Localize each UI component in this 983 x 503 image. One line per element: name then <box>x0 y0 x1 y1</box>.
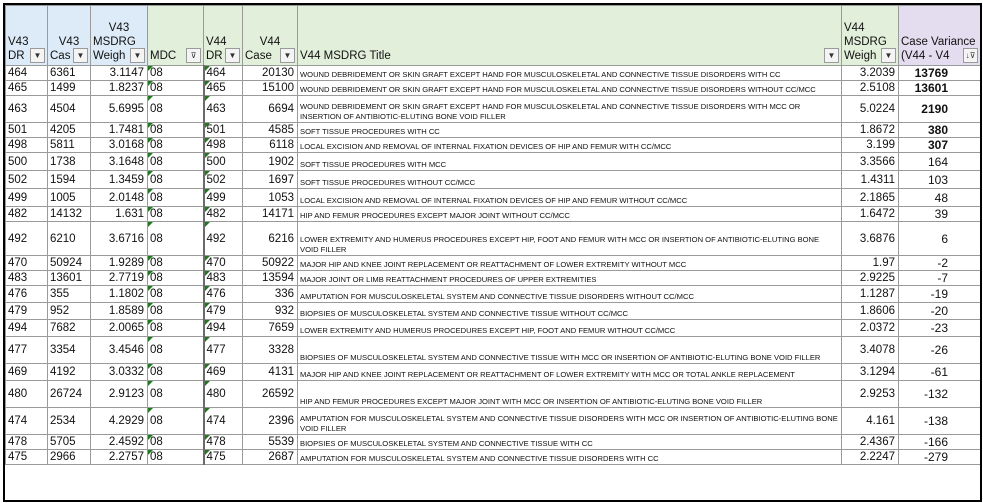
cell-v43-drg[interactable]: 475 <box>6 450 48 465</box>
cell-v43-cases[interactable]: 1499 <box>48 81 91 96</box>
table-row[interactable] <box>6 123 981 138</box>
cell-v43-weight[interactable]: 1.1802 <box>91 286 148 303</box>
cell-v43-cases[interactable]: 13601 <box>48 271 91 286</box>
cell-v44-title[interactable]: SOFT TISSUE PROCEDURES WITH CC <box>298 123 842 138</box>
table-row[interactable] <box>6 286 981 303</box>
cell-v43-drg[interactable]: 492 <box>6 222 48 256</box>
cell-v43-cases[interactable]: 1005 <box>48 189 91 207</box>
header-v43-drg: V43 DR ▼ <box>6 6 48 66</box>
cell-v44-cases[interactable]: 2396 <box>243 408 298 435</box>
table-row[interactable] <box>6 207 981 222</box>
cell-case-variance[interactable]: 13769 <box>899 66 981 81</box>
cell-v44-cases[interactable]: 6216 <box>243 222 298 256</box>
cell-v43-drg[interactable]: 474 <box>6 408 48 435</box>
table-row[interactable] <box>6 171 981 189</box>
cell-v44-cases[interactable]: 13594 <box>243 271 298 286</box>
cell-v44-drg[interactable]: 494 <box>204 320 243 337</box>
table-row[interactable] <box>6 303 981 320</box>
cell-v44-weight[interactable]: 1.4311 <box>842 171 899 189</box>
cell-v44-title[interactable]: HIP AND FEMUR PROCEDURES EXCEPT MAJOR JOINT WITH MCC OR INSERTION OF ANTIBIOTIC-ELUTING BONE VOID FILLER <box>298 381 842 408</box>
cell-v44-drg[interactable]: 492 <box>204 222 243 256</box>
cell-v44-cases[interactable]: 14171 <box>243 207 298 222</box>
filter-dropdown-icon[interactable]: ▼ <box>280 48 295 63</box>
cell-v43-drg[interactable]: 476 <box>6 286 48 303</box>
cell-mdc[interactable]: 08 <box>148 364 204 381</box>
table-row[interactable] <box>6 153 981 171</box>
cell-mdc[interactable]: 08 <box>148 171 204 189</box>
cell-v44-cases[interactable]: 932 <box>243 303 298 320</box>
cell-v44-weight[interactable]: 3.2039 <box>842 66 899 81</box>
filter-dropdown-icon[interactable]: ▼ <box>130 48 145 63</box>
table-row[interactable] <box>6 381 981 408</box>
cell-v44-drg[interactable]: 482 <box>204 207 243 222</box>
cell-v43-weight[interactable]: 2.9123 <box>91 381 148 408</box>
cell-v44-title[interactable]: SOFT TISSUE PROCEDURES WITH MCC <box>298 153 842 171</box>
cell-v43-weight[interactable]: 3.6716 <box>91 222 148 256</box>
cell-v43-drg[interactable]: 464 <box>6 66 48 81</box>
cell-case-variance[interactable]: 164 <box>899 153 981 171</box>
cell-v44-drg[interactable]: 469 <box>204 364 243 381</box>
cell-v43-cases[interactable]: 2966 <box>48 450 91 465</box>
cell-v43-drg[interactable]: 499 <box>6 189 48 207</box>
cell-case-variance[interactable]: 48 <box>899 189 981 207</box>
cell-v44-cases[interactable]: 1902 <box>243 153 298 171</box>
cell-case-variance[interactable]: -132 <box>899 381 981 408</box>
cell-v44-drg[interactable]: 476 <box>204 286 243 303</box>
cell-v44-cases[interactable]: 26592 <box>243 381 298 408</box>
cell-mdc[interactable]: 08 <box>148 153 204 171</box>
cell-v44-weight[interactable]: 2.9253 <box>842 381 899 408</box>
cell-mdc[interactable]: 08 <box>148 381 204 408</box>
header-v44-drg: V44 DR ▼ <box>204 6 243 66</box>
cell-v44-weight[interactable]: 1.97 <box>842 256 899 271</box>
cell-case-variance[interactable]: 103 <box>899 171 981 189</box>
cell-mdc[interactable]: 08 <box>148 66 204 81</box>
cell-v44-title[interactable]: BIOPSIES OF MUSCULOSKELETAL SYSTEM AND CONNECTIVE TISSUE WITH CC <box>298 435 842 450</box>
cell-v43-drg[interactable]: 469 <box>6 364 48 381</box>
filter-dropdown-icon[interactable]: ▼ <box>225 48 240 63</box>
cell-case-variance[interactable]: 307 <box>899 138 981 153</box>
cell-v44-cases[interactable]: 4131 <box>243 364 298 381</box>
cell-v43-cases[interactable]: 6361 <box>48 66 91 81</box>
cell-v43-weight[interactable]: 3.0168 <box>91 138 148 153</box>
cell-v43-weight[interactable]: 3.4546 <box>91 337 148 364</box>
cell-v43-weight[interactable]: 1.9289 <box>91 256 148 271</box>
cell-v44-title[interactable]: HIP AND FEMUR PROCEDURES EXCEPT MAJOR JOINT WITHOUT CC/MCC <box>298 207 842 222</box>
cell-v43-drg[interactable]: 494 <box>6 320 48 337</box>
cell-v43-cases[interactable]: 5705 <box>48 435 91 450</box>
cell-v44-title[interactable]: LOWER EXTREMITY AND HUMERUS PROCEDURES EXCEPT HIP, FOOT AND FEMUR WITHOUT CC/MCC <box>298 320 842 337</box>
cell-v44-cases[interactable]: 15100 <box>243 81 298 96</box>
cell-v44-drg[interactable]: 478 <box>204 435 243 450</box>
header-v43-weight: V43 MSDRG Weigh ▼ <box>91 6 148 66</box>
cell-v43-weight[interactable]: 1.3459 <box>91 171 148 189</box>
table-row[interactable] <box>6 81 981 96</box>
cell-v44-drg[interactable]: 470 <box>204 256 243 271</box>
cell-v44-weight[interactable]: 1.8672 <box>842 123 899 138</box>
cell-v44-cases[interactable]: 20130 <box>243 66 298 81</box>
cell-v44-drg[interactable]: 474 <box>204 408 243 435</box>
cell-mdc[interactable]: 08 <box>148 189 204 207</box>
cell-case-variance[interactable]: -26 <box>899 337 981 364</box>
cell-v43-drg[interactable]: 500 <box>6 153 48 171</box>
cell-v43-drg[interactable]: 482 <box>6 207 48 222</box>
cell-v44-drg[interactable]: 464 <box>204 66 243 81</box>
cell-mdc[interactable]: 08 <box>148 96 204 123</box>
filter-dropdown-icon[interactable]: ▼ <box>824 48 839 63</box>
cell-v44-title[interactable]: BIOPSIES OF MUSCULOSKELETAL SYSTEM AND CONNECTIVE TISSUE WITH MCC OR INSERTION OF ANTIBIOTIC-ELUTING BONE VOID FILLER <box>298 337 842 364</box>
cell-v44-cases[interactable]: 1697 <box>243 171 298 189</box>
cell-mdc[interactable]: 08 <box>148 138 204 153</box>
cell-v44-cases[interactable]: 336 <box>243 286 298 303</box>
cell-mdc[interactable]: 08 <box>148 207 204 222</box>
cell-v43-weight[interactable]: 4.2929 <box>91 408 148 435</box>
table-body <box>6 66 981 465</box>
cell-case-variance[interactable]: 6 <box>899 222 981 256</box>
table-row[interactable] <box>6 450 981 465</box>
cell-v44-cases[interactable]: 7659 <box>243 320 298 337</box>
cell-v44-weight[interactable]: 2.4367 <box>842 435 899 450</box>
header-mdc: MDC ⊽ <box>148 6 204 66</box>
cell-mdc[interactable]: 08 <box>148 408 204 435</box>
cell-v43-weight[interactable]: 2.4592 <box>91 435 148 450</box>
cell-case-variance[interactable]: -2 <box>899 256 981 271</box>
cell-v43-weight[interactable]: 2.2757 <box>91 450 148 465</box>
cell-v44-weight[interactable]: 2.9225 <box>842 271 899 286</box>
cell-v44-title[interactable]: WOUND DEBRIDEMENT OR SKIN GRAFT EXCEPT HAND FOR MUSCULOSKELETAL AND CONNECTIVE TISSUE DISORDERS WITHOUT CC/MCC <box>298 81 842 96</box>
table-row[interactable] <box>6 435 981 450</box>
cell-v43-cases[interactable]: 2534 <box>48 408 91 435</box>
cell-v44-title[interactable]: MAJOR JOINT OR LIMB REATTACHMENT PROCEDURES OF UPPER EXTREMITIES <box>298 271 842 286</box>
cell-v44-title[interactable]: WOUND DEBRIDEMENT OR SKIN GRAFT EXCEPT HAND FOR MUSCULOSKELETAL AND CONNECTIVE TISSUE DISORDERS WITH CC <box>298 66 842 81</box>
table-row[interactable] <box>6 337 981 364</box>
cell-mdc[interactable]: 08 <box>148 450 204 465</box>
cell-v44-weight[interactable]: 3.1294 <box>842 364 899 381</box>
cell-v44-title[interactable]: LOCAL EXCISION AND REMOVAL OF INTERNAL FIXATION DEVICES OF HIP AND FEMUR WITH CC/MCC <box>298 138 842 153</box>
cell-v43-drg[interactable]: 479 <box>6 303 48 320</box>
table-row[interactable] <box>6 138 981 153</box>
cell-v43-weight[interactable]: 1.8237 <box>91 81 148 96</box>
cell-v43-cases[interactable]: 952 <box>48 303 91 320</box>
table-row[interactable] <box>6 408 981 435</box>
cell-v44-cases[interactable]: 1053 <box>243 189 298 207</box>
cell-mdc[interactable]: 08 <box>148 81 204 96</box>
header-row <box>6 6 981 66</box>
cell-case-variance[interactable]: -23 <box>899 320 981 337</box>
cell-v43-weight[interactable]: 3.0332 <box>91 364 148 381</box>
cell-v44-weight[interactable]: 3.3566 <box>842 153 899 171</box>
cell-v43-drg[interactable]: 483 <box>6 271 48 286</box>
header-v44-weight: V44 MSDRG Weigh ▼ <box>842 6 899 66</box>
cell-v43-cases[interactable]: 4504 <box>48 96 91 123</box>
cell-v43-weight[interactable]: 5.6995 <box>91 96 148 123</box>
cell-v43-cases[interactable]: 4205 <box>48 123 91 138</box>
cell-v43-cases[interactable]: 26724 <box>48 381 91 408</box>
cell-v44-title[interactable]: AMPUTATION FOR MUSCULOSKELETAL SYSTEM AND CONNECTIVE TISSUE DISORDERS WITH CC <box>298 450 842 465</box>
cell-v44-drg[interactable]: 463 <box>204 96 243 123</box>
cell-v43-cases[interactable]: 7682 <box>48 320 91 337</box>
cell-v44-cases[interactable]: 4585 <box>243 123 298 138</box>
cell-v44-weight[interactable]: 3.4078 <box>842 337 899 364</box>
cell-v44-weight[interactable]: 4.161 <box>842 408 899 435</box>
cell-mdc[interactable]: 08 <box>148 286 204 303</box>
cell-v44-drg[interactable]: 477 <box>204 337 243 364</box>
cell-v44-weight[interactable]: 1.1287 <box>842 286 899 303</box>
cell-v43-weight[interactable]: 1.7481 <box>91 123 148 138</box>
sort-filter-icon[interactable]: ↓⊽ <box>963 48 978 63</box>
cell-v43-cases[interactable]: 355 <box>48 286 91 303</box>
cell-v44-drg[interactable]: 502 <box>204 171 243 189</box>
cell-v44-weight[interactable]: 2.2247 <box>842 450 899 465</box>
cell-v43-weight[interactable]: 2.0148 <box>91 189 148 207</box>
cell-v43-cases[interactable]: 1594 <box>48 171 91 189</box>
cell-v44-cases[interactable]: 6118 <box>243 138 298 153</box>
cell-v43-drg[interactable]: 470 <box>6 256 48 271</box>
header-case-variance: Case Variance (V44 - V4 ↓⊽ <box>899 6 981 66</box>
cell-case-variance[interactable]: 39 <box>899 207 981 222</box>
cell-v43-drg[interactable]: 465 <box>6 81 48 96</box>
cell-case-variance[interactable]: -20 <box>899 303 981 320</box>
cell-case-variance[interactable]: 13601 <box>899 81 981 96</box>
cell-mdc[interactable]: 08 <box>148 337 204 364</box>
cell-v44-weight[interactable]: 2.0372 <box>842 320 899 337</box>
cell-v43-cases[interactable]: 4192 <box>48 364 91 381</box>
table-row[interactable] <box>6 66 981 81</box>
cell-v43-cases[interactable]: 14132 <box>48 207 91 222</box>
cell-v44-drg[interactable]: 480 <box>204 381 243 408</box>
cell-v44-cases[interactable]: 50922 <box>243 256 298 271</box>
cell-v44-weight[interactable]: 5.0224 <box>842 96 899 123</box>
table-row[interactable] <box>6 364 981 381</box>
cell-mdc[interactable]: 08 <box>148 123 204 138</box>
header-v43-cases: V43 Cas ▼ <box>48 6 91 66</box>
cell-mdc[interactable]: 08 <box>148 222 204 256</box>
cell-v43-weight[interactable]: 1.8589 <box>91 303 148 320</box>
cell-mdc[interactable]: 08 <box>148 435 204 450</box>
cell-v44-title[interactable]: SOFT TISSUE PROCEDURES WITHOUT CC/MCC <box>298 171 842 189</box>
cell-v44-drg[interactable]: 479 <box>204 303 243 320</box>
cell-v44-title[interactable]: LOCAL EXCISION AND REMOVAL OF INTERNAL FIXATION DEVICES OF HIP AND FEMUR WITHOUT CC/MCC <box>298 189 842 207</box>
cell-mdc[interactable]: 08 <box>148 271 204 286</box>
cell-case-variance[interactable]: -61 <box>899 364 981 381</box>
cell-case-variance[interactable]: -279 <box>899 450 981 465</box>
cell-mdc[interactable]: 08 <box>148 320 204 337</box>
cell-v44-title[interactable]: WOUND DEBRIDEMENT OR SKIN GRAFT EXCEPT HAND FOR MUSCULOSKELETAL AND CONNECTIVE TISSUE DISORDERS WITH MCC OR INSERTION OF ANTIBIOTIC-ELUTING BONE VOID FILLER <box>298 96 842 123</box>
cell-v44-title[interactable]: BIOPSIES OF MUSCULOSKELETAL SYSTEM AND CONNECTIVE TISSUE WITHOUT CC/MCC <box>298 303 842 320</box>
cell-v44-cases[interactable]: 2687 <box>243 450 298 465</box>
cell-case-variance[interactable]: -7 <box>899 271 981 286</box>
cell-mdc[interactable]: 08 <box>148 256 204 271</box>
cell-v43-weight[interactable]: 3.1147 <box>91 66 148 81</box>
table-row[interactable] <box>6 96 981 123</box>
cell-v44-weight[interactable]: 2.1865 <box>842 189 899 207</box>
cell-v44-drg[interactable]: 498 <box>204 138 243 153</box>
header-v44-title: V44 MSDRG Title ▼ <box>298 6 842 66</box>
cell-v43-cases[interactable]: 1738 <box>48 153 91 171</box>
cell-case-variance[interactable]: -138 <box>899 408 981 435</box>
cell-v43-drg[interactable]: 477 <box>6 337 48 364</box>
cell-v43-drg[interactable]: 463 <box>6 96 48 123</box>
cell-v44-drg[interactable]: 483 <box>204 271 243 286</box>
cell-v44-drg[interactable]: 501 <box>204 123 243 138</box>
cell-v43-cases[interactable]: 3354 <box>48 337 91 364</box>
cell-case-variance[interactable]: 2190 <box>899 96 981 123</box>
cell-v43-cases[interactable]: 50924 <box>48 256 91 271</box>
table-row[interactable] <box>6 256 981 271</box>
cell-v44-weight[interactable]: 2.5108 <box>842 81 899 96</box>
cell-v43-weight[interactable]: 2.0065 <box>91 320 148 337</box>
cell-case-variance[interactable]: -19 <box>899 286 981 303</box>
cell-v44-drg[interactable]: 499 <box>204 189 243 207</box>
filter-active-icon[interactable]: ⊽ <box>186 48 201 63</box>
filter-dropdown-icon[interactable]: ▼ <box>73 48 88 63</box>
cell-v43-drg[interactable]: 501 <box>6 123 48 138</box>
cell-v44-drg[interactable]: 475 <box>204 450 243 465</box>
filter-dropdown-icon[interactable]: ▼ <box>30 48 45 63</box>
cell-case-variance[interactable]: -166 <box>899 435 981 450</box>
cell-v44-title[interactable]: AMPUTATION FOR MUSCULOSKELETAL SYSTEM AND CONNECTIVE TISSUE DISORDERS WITH MCC OR INSERTION OF ANTIBIOTIC-ELUTING BONE VOID FILLER <box>298 408 842 435</box>
cell-v44-title[interactable]: LOWER EXTREMITY AND HUMERUS PROCEDURES EXCEPT HIP, FOOT AND FEMUR WITH MCC OR INSERTION OF ANTIBIOTIC-ELUTING BONE VOID FILLER <box>298 222 842 256</box>
cell-v43-weight[interactable]: 1.631 <box>91 207 148 222</box>
cell-v44-weight[interactable]: 1.8606 <box>842 303 899 320</box>
cell-v44-drg[interactable]: 500 <box>204 153 243 171</box>
cell-v44-title[interactable]: MAJOR HIP AND KNEE JOINT REPLACEMENT OR REATTACHMENT OF LOWER EXTREMITY WITH MCC OR TOTAL ANKLE REPLACEMENT <box>298 364 842 381</box>
table-row[interactable] <box>6 320 981 337</box>
filter-dropdown-icon[interactable]: ▼ <box>881 48 896 63</box>
cell-v43-drg[interactable]: 498 <box>6 138 48 153</box>
cell-v44-title[interactable]: AMPUTATION FOR MUSCULOSKELETAL SYSTEM AND CONNECTIVE TISSUE DISORDERS WITHOUT CC/MCC <box>298 286 842 303</box>
cell-mdc[interactable]: 08 <box>148 303 204 320</box>
table-row[interactable] <box>6 189 981 207</box>
cell-v43-cases[interactable]: 6210 <box>48 222 91 256</box>
cell-v43-drg[interactable]: 480 <box>6 381 48 408</box>
cell-v43-weight[interactable]: 2.7719 <box>91 271 148 286</box>
cell-v44-weight[interactable]: 3.199 <box>842 138 899 153</box>
table-row[interactable] <box>6 271 981 286</box>
cell-v44-cases[interactable]: 5539 <box>243 435 298 450</box>
cell-v43-cases[interactable]: 5811 <box>48 138 91 153</box>
spreadsheet-frame <box>3 3 982 502</box>
cell-v44-title[interactable]: MAJOR HIP AND KNEE JOINT REPLACEMENT OR REATTACHMENT OF LOWER EXTREMITY WITHOUT MCC <box>298 256 842 271</box>
cell-v44-drg[interactable]: 465 <box>204 81 243 96</box>
cell-v44-weight[interactable]: 1.6472 <box>842 207 899 222</box>
cell-v43-drg[interactable]: 502 <box>6 171 48 189</box>
cell-v44-weight[interactable]: 3.6876 <box>842 222 899 256</box>
cell-case-variance[interactable]: 380 <box>899 123 981 138</box>
drg-table <box>5 5 981 465</box>
cell-v43-weight[interactable]: 3.1648 <box>91 153 148 171</box>
cell-v44-cases[interactable]: 3328 <box>243 337 298 364</box>
cell-v43-drg[interactable]: 478 <box>6 435 48 450</box>
header-v44-cases: V44 Case ▼ <box>243 6 298 66</box>
table-row[interactable] <box>6 222 981 256</box>
cell-v44-cases[interactable]: 6694 <box>243 96 298 123</box>
